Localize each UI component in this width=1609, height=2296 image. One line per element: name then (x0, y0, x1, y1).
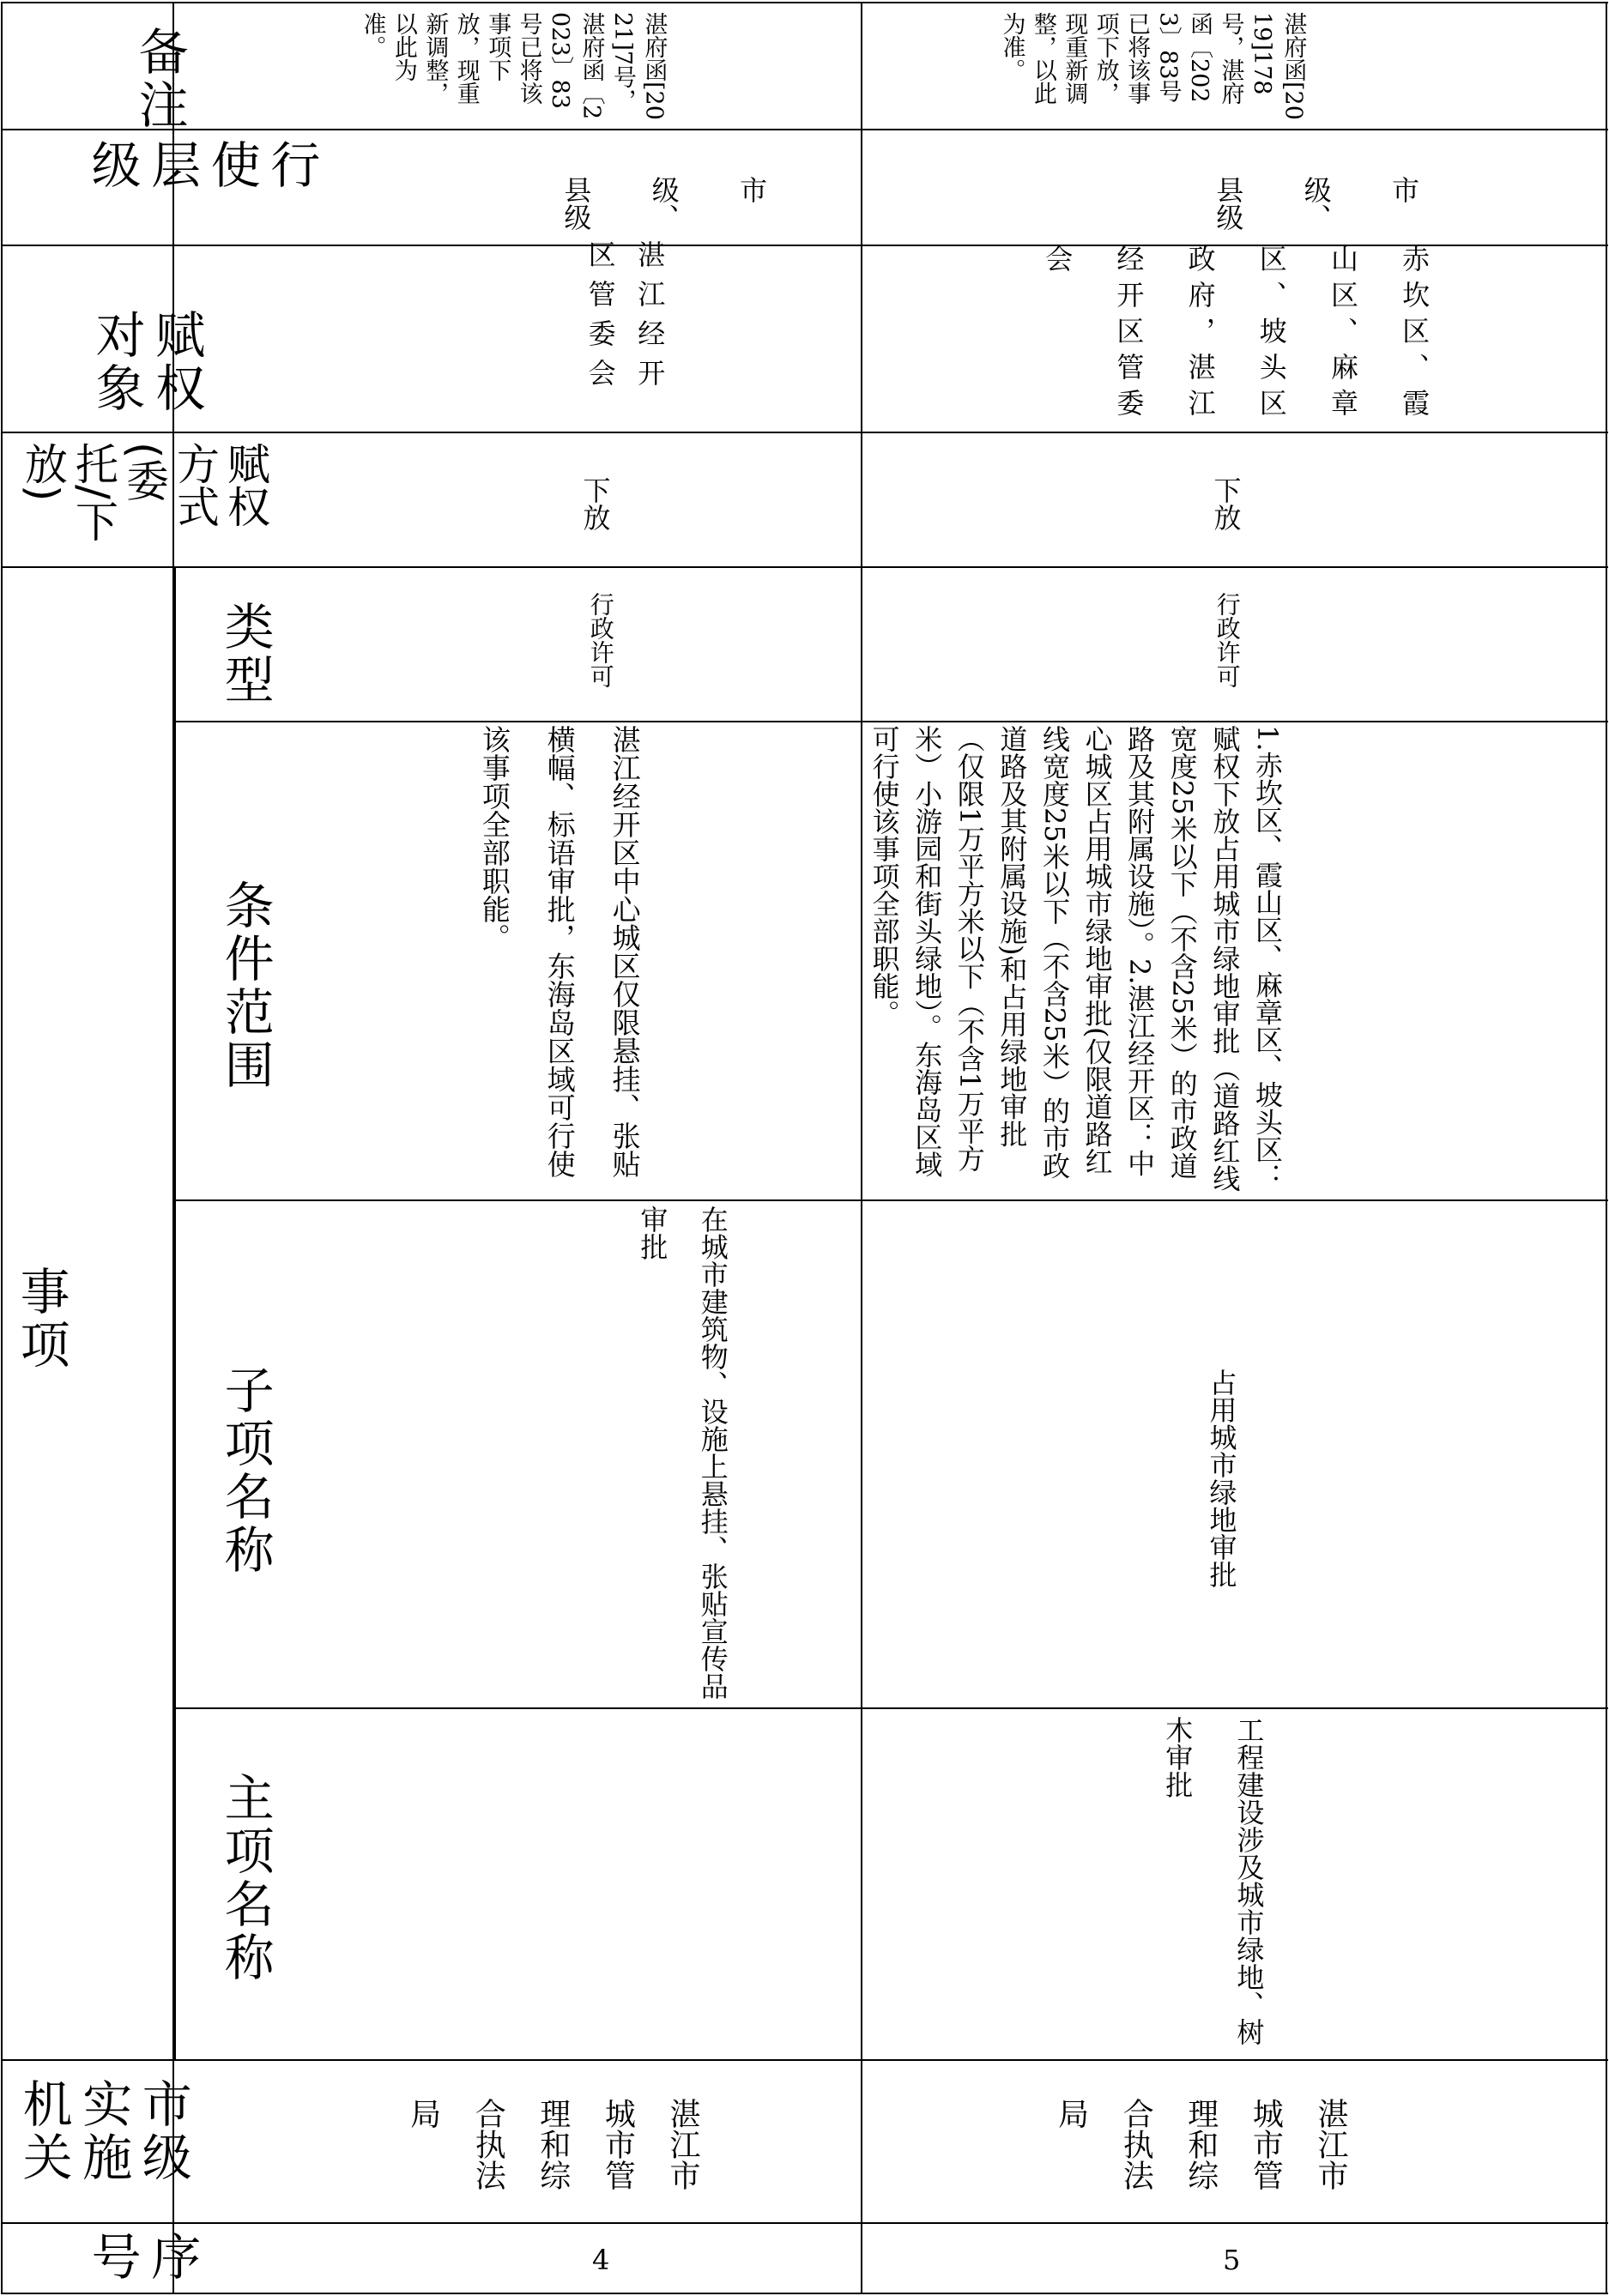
row4-sub-item: 在城市建筑物、设施上悬挂、张贴宣传品审批 (636, 1205, 729, 1700)
row5-note: 湛府函[2019]178号，湛府函〔2023〕83号已将该事项下放，现重新调整，以此为准。 (998, 12, 1307, 120)
row4-seq: 4 (592, 2244, 610, 2276)
row4-level: 市级、县级 (560, 176, 769, 231)
header-method: 赋权方式(委托/下放) (18, 442, 270, 542)
rule-main-bottom (1, 2059, 1608, 2061)
header-main-item: 主项名称 (215, 1772, 275, 1985)
row5-sub-item: 占用城市绿地审批 (1205, 1369, 1238, 1588)
rule-note-bottom (1, 129, 1608, 130)
row4-method: 下放 (578, 476, 612, 531)
rule-scope-top (174, 1199, 1608, 1201)
rule-left (1, 2, 3, 2294)
header-level: 行使层级 (82, 139, 321, 192)
row5-agency: 湛江市城市管理和综合执法局 (1053, 2098, 1348, 2190)
row5-scope: 1.赤坎区、霞山区、麻章区、坡头区：赋权下放占用城市绿地审批（道路红线宽度25米以下（不含25米）的市政道路及其附属设施）。2.湛江经开区：中心城区占用城市绿地审批(仅限道路红线宽度25米以下（不含25米）的市政道路及其附属设施)和占用绿地审批（仅限1万平方米以下（不含1万平方米）小游园和街头绿地）。东海岛区域可行使该事项全部职能。 (868, 725, 1284, 1192)
header-note: 备注 (130, 26, 189, 132)
row4-scope: 湛江经开区中心城区仅限悬挂、张贴横幅、标语审批，东海岛区域可行使该事项全部职能。 (477, 725, 642, 1178)
row4-note: 湛府函[2021]7号，湛府函〔2023〕83号已将该事项下放，现重新调整，以此为准。 (359, 12, 668, 120)
row5-level: 市级、县级 (1212, 176, 1421, 231)
header-type: 类型 (215, 601, 275, 707)
row4-target: 湛江经开区管委会 (584, 240, 667, 398)
rule-matter-split (174, 567, 176, 2060)
header-matter: 事项 (11, 1266, 70, 1372)
row5-type: 行政许可 (1213, 592, 1242, 688)
rule-method-bottom (1, 566, 1608, 568)
header-target: 赋权对象 (87, 309, 206, 415)
rule-bottom (1, 2293, 1608, 2294)
row5-seq: 5 (1223, 2244, 1241, 2276)
rule-type-top (174, 721, 1608, 722)
header-scope: 条件范围 (215, 879, 275, 1092)
row4-type: 行政许可 (586, 592, 615, 688)
row5-method: 下放 (1209, 476, 1243, 531)
header-seq: 序号 (82, 2231, 202, 2284)
row5-target: 赤坎区、霞山区、麻章区、坡头区政府，湛江经开区管委会 (1041, 245, 1431, 425)
rule-agency-bottom (1, 2222, 1608, 2224)
row4-agency: 湛江市城市管理和综合执法局 (405, 2098, 700, 2190)
header-agency: 市级实施机关 (14, 2078, 192, 2184)
rule-right (1606, 2, 1607, 2294)
row5-main-item: 工程建设涉及城市绿地、树木审批 (1161, 1716, 1266, 2045)
header-sub-item: 子项名称 (215, 1364, 275, 1577)
rule-top (1, 2, 1608, 3)
rule-sub-top (174, 1707, 1608, 1709)
rule-target-bottom (1, 432, 1608, 433)
